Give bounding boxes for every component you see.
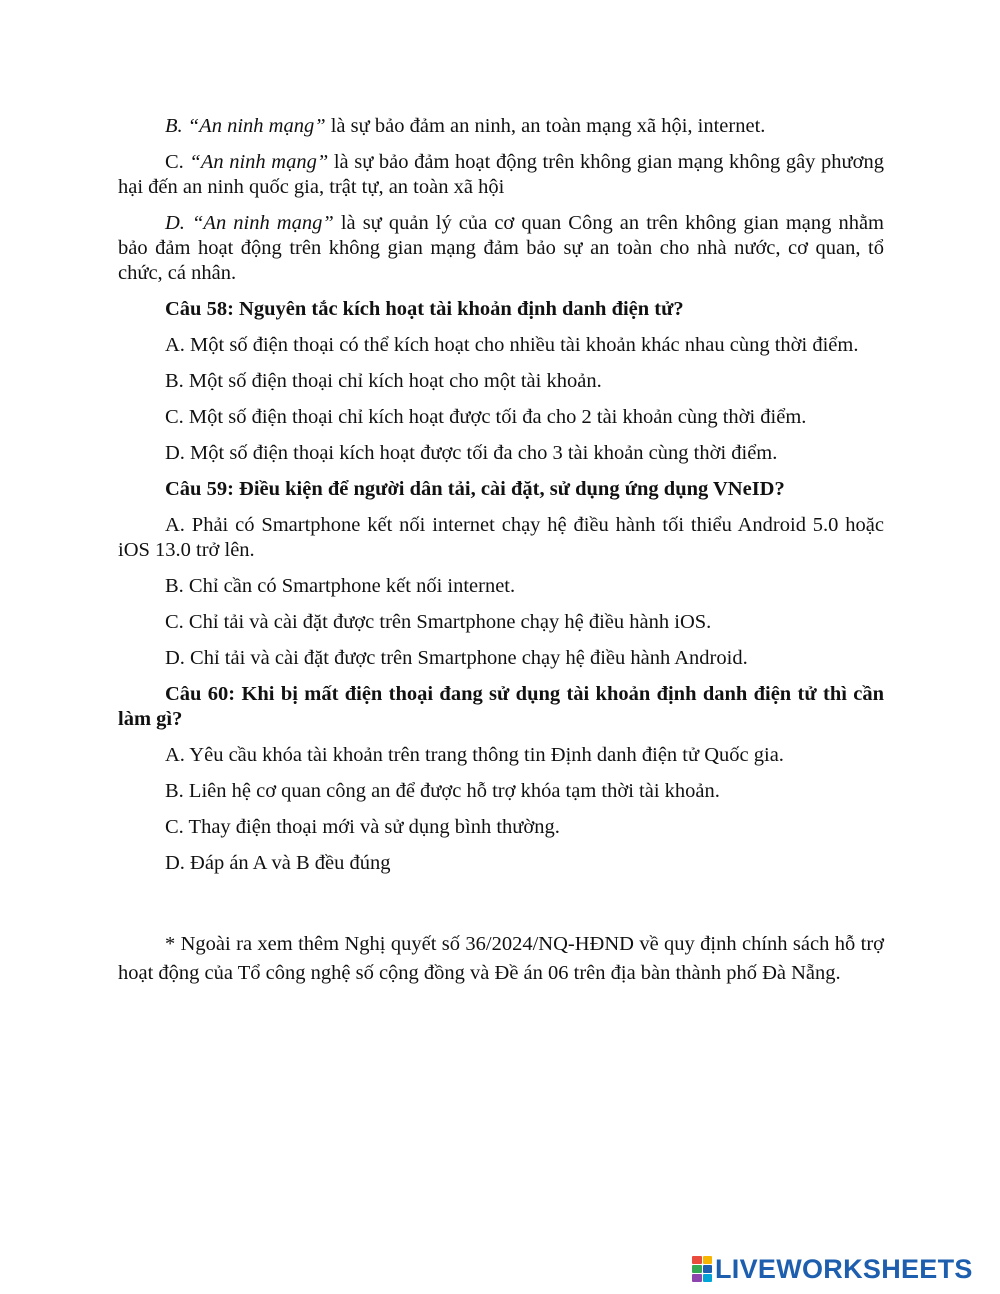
q59-option-d: D. Chỉ tải và cài đặt được trên Smartphone chạy hệ điều hành Android. [165, 647, 748, 669]
q59-option-a: A. Phải có Smartphone kết nối internet chạy hệ điều hành tối thiểu Android 5.0 hoặc iOS 13.0 trở lên. [118, 514, 884, 561]
q59-option-b: B. Chỉ cần có Smartphone kết nối internet. [165, 575, 516, 597]
option-text: là sự bảo đảm an ninh, an toàn mạng xã hội, internet. [325, 115, 766, 137]
term: “An ninh mạng” [187, 115, 326, 137]
q60-option-a: A. Yêu cầu khóa tài khoản trên trang thông tin Định danh điện tử Quốc gia. [165, 744, 784, 766]
q60-option-d: D. Đáp án A và B đều đúng [165, 852, 391, 874]
q58-option-c: C. Một số điện thoại chỉ kích hoạt được tối đa cho 2 tài khoản cùng thời điểm. [165, 406, 807, 428]
term: “An ninh mạng” [189, 151, 329, 173]
q57-option-d [118, 211, 884, 286]
q58-option-d: D. Một số điện thoại kích hoạt được tối đa cho 3 tài khoản cùng thời điểm. [165, 442, 778, 464]
q59-question: Câu 59: Điều kiện để người dân tải, cài đặt, sử dụng ứng dụng VNeID? [165, 478, 785, 500]
option-label: D. [165, 212, 185, 234]
liveworksheets-logo [692, 1253, 973, 1285]
liveworksheets-mark-icon [692, 1256, 712, 1282]
option-label: C. [165, 151, 190, 173]
option-text: là sự quản lý của cơ quan Công an trên không gian mạng nhằm bảo đảm hoạt động trên không gian mạng đảm bảo sự an toàn cho nhà nước, cơ quan, tổ chức, cá nhân. [118, 212, 884, 284]
q60-option-b: B. Liên hệ cơ quan công an để được hỗ trợ khóa tạm thời tài khoản. [165, 780, 720, 802]
footnote: * Ngoài ra xem thêm Nghị quyết số 36/2024/NQ-HĐND về quy định chính sách hỗ trợ hoạt động của Tổ công nghệ số cộng đồng và Đề án 06 trên địa bàn thành phố Đà Nẵng. [118, 933, 884, 984]
q57-option-b [118, 114, 884, 139]
q58-option-a: A. Một số điện thoại có thể kích hoạt cho nhiều tài khoản khác nhau cùng thời điểm. [165, 334, 859, 356]
q57-option-c [118, 150, 884, 200]
option-label: B. [165, 115, 183, 137]
q59-option-c: C. Chỉ tải và cài đặt được trên Smartphone chạy hệ điều hành iOS. [165, 611, 712, 633]
term: “An ninh mạng” [192, 212, 334, 234]
q60-option-c: C. Thay điện thoại mới và sử dụng bình thường. [165, 816, 560, 838]
q58-question: Câu 58: Nguyên tắc kích hoạt tài khoản định danh điện tử? [165, 298, 684, 320]
document-page [118, 114, 884, 1009]
watermark-text: LIVEWORKSHEETS [715, 1253, 973, 1284]
option-text: là sự bảo đảm hoạt động trên không gian mạng không gây phương hại đến an ninh quốc gia, trật tự, an toàn xã hội [118, 151, 884, 198]
q60-question: Câu 60: Khi bị mất điện thoại đang sử dụng tài khoản định danh điện tử thì cần làm gì? [118, 683, 884, 730]
q58-option-b: B. Một số điện thoại chỉ kích hoạt cho một tài khoản. [165, 370, 602, 392]
